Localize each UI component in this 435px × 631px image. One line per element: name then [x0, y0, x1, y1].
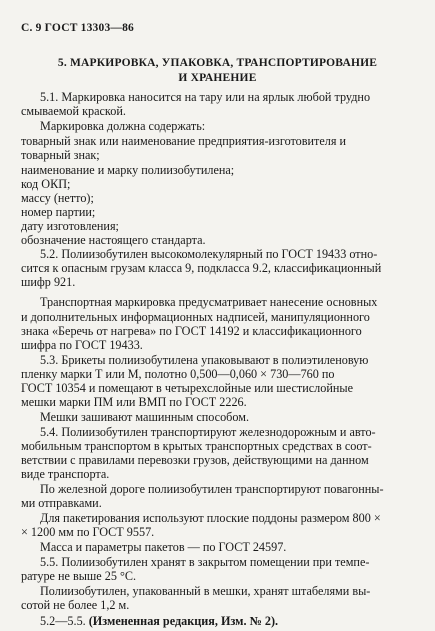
- body-line: знака «Беречь от нагрева» по ГОСТ 14192 и классификационного: [21, 324, 362, 338]
- body-line: дату изготовления;: [21, 219, 119, 233]
- amendment-label: (Измененная редакция, Изм. № 2).: [88, 614, 279, 628]
- body-line: ГОСТ 10354 и помещают в четырехслойные или шестислойные: [21, 381, 353, 395]
- body-line: сотой не более 1,2 м.: [21, 598, 130, 612]
- body-line: 5.2. Полиизобутилен высокомолекулярный по ГОСТ 19433 отно-: [40, 247, 378, 261]
- body-line: массу (нетто);: [21, 191, 94, 205]
- body-line: шифра по ГОСТ 19433.: [21, 338, 143, 352]
- body-line: и дополнительных информационных надписей, манипуляционного: [21, 310, 370, 324]
- body-line: пленку марки Т или М, полотно 0,500—0,060 × 730—760 по: [21, 367, 335, 381]
- body-line: Транспортная маркировка предусматривает нанесение основных: [40, 295, 378, 309]
- body-line: Полиизобутилен, упакованный в мешки, хранят штабелями вы-: [40, 584, 371, 598]
- body-line: мобильным транспортом в крытых транспортных средствах в соот-: [21, 439, 372, 453]
- section-title-line-2: И ХРАНЕНИЕ: [178, 72, 257, 84]
- body-line: виде транспорта.: [21, 467, 110, 481]
- body-line: 5.4. Полиизобутилен транспортируют железнодорожным и авто-: [40, 425, 376, 439]
- amendment-clauses: 5.2—5.5.: [40, 614, 86, 628]
- body-line: × 1200 мм по ГОСТ 9557.: [21, 525, 155, 539]
- body-line: Мешки зашивают машинным способом.: [40, 410, 250, 424]
- body-line: Маркировка должна содержать:: [40, 119, 206, 133]
- body-line: сится к опасным грузам класса 9, подкласса 9.2, классификационный: [21, 261, 382, 275]
- body-line: 5.5. Полиизобутилен хранят в закрытом помещении при темпе-: [40, 555, 370, 569]
- body-line: код ОКП;: [21, 177, 71, 191]
- body-line: товарный знак;: [21, 148, 100, 162]
- body-line: 5.3. Брикеты полиизобутилена упаковывают в полиэтиленовую: [40, 353, 369, 367]
- body-line: наименование и марку полиизобутилена;: [21, 163, 235, 177]
- body-line: мешки марки ПМ или ВМП по ГОСТ 2226.: [21, 395, 247, 409]
- body-line: Масса и параметры пакетов — по ГОСТ 24597.: [40, 540, 287, 554]
- body-line: ратуре не выше 25 °С.: [21, 569, 137, 583]
- body-line: 5.1. Маркировка наносится на тару или на ярлык любой трудно: [40, 90, 371, 104]
- body-line: ветствии с правилами перевозки грузов, действующими на данном: [21, 453, 369, 467]
- section-title-line-1: 5. МАРКИРОВКА, УПАКОВКА, ТРАНСПОРТИРОВАНИЕ: [57, 57, 378, 69]
- amendment-note: [40, 614, 278, 628]
- body-line: Для пакетирования используют плоские поддоны размером 800 ×: [40, 511, 381, 525]
- body-line: обозначение настоящего стандарта.: [21, 233, 206, 247]
- body-line: номер партии;: [21, 205, 96, 219]
- body-line: шифр 921.: [21, 275, 76, 289]
- body-line: По железной дороге полиизобутилен транспортируют повагонны-: [40, 482, 384, 496]
- body-line: смываемой краской.: [21, 104, 126, 118]
- body-line: ми отправками.: [21, 496, 102, 510]
- body-line: товарный знак или наименование предприятия-изготовителя и: [21, 134, 347, 148]
- page-header: С. 9 ГОСТ 13303—86: [21, 22, 134, 34]
